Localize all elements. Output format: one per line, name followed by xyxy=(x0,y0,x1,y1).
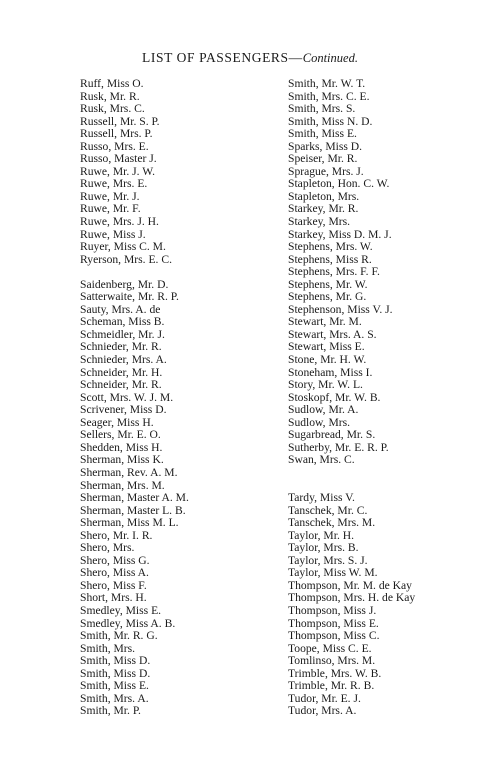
passenger-name: Smith, Miss D. xyxy=(80,666,151,680)
passenger-name: Thompson, Mr. M. de Kay xyxy=(288,578,412,592)
passenger-name: Stewart, Mrs. A. S. xyxy=(288,327,377,341)
page-header xyxy=(0,50,500,66)
list-gap xyxy=(288,467,488,480)
right-name-column xyxy=(288,78,488,718)
passenger-name: Sellers, Mr. E. O. xyxy=(80,428,161,442)
passenger-name: Tudor, Mrs. A. xyxy=(288,704,357,718)
passenger-name: Schnieder, Mrs. A. xyxy=(80,353,167,367)
passenger-name: Taylor, Mr. H. xyxy=(288,528,355,542)
passenger-name: Taylor, Mrs. S. J. xyxy=(288,553,368,567)
passenger-name: Starkey, Mrs. xyxy=(288,215,351,229)
passenger-name: Stephenson, Miss V. J. xyxy=(288,302,393,316)
passenger-name: Speiser, Mr. R. xyxy=(288,152,358,166)
passenger-name: Stewart, Miss E. xyxy=(288,340,365,354)
passenger-name: Taylor, Mrs. B. xyxy=(288,541,359,555)
passenger-name: Schmeidler, Mr. J. xyxy=(80,327,165,341)
passenger-name: Schneider, Mr. R. xyxy=(80,378,162,392)
passenger-name: Smith, Miss D. xyxy=(80,654,151,668)
left-name-column xyxy=(80,78,270,718)
passenger-name: Tudor, Mr. E. J. xyxy=(288,691,361,705)
passenger-name: Stephens, Mr. G. xyxy=(288,290,367,304)
list-gap xyxy=(80,266,270,279)
passenger-name: Smith, Mr. W. T. xyxy=(288,77,366,90)
passenger-name: Sherman, Rev. A. M. xyxy=(80,465,178,479)
passenger-name: Stapleton, Mrs. xyxy=(288,189,360,203)
passenger-name: Smedley, Miss A. B. xyxy=(80,616,176,630)
passenger-name: Stephens, Mrs. W. xyxy=(288,240,373,254)
passenger-name: Swan, Mrs. C. xyxy=(288,453,355,467)
passenger-name: Sutherby, Mr. E. R. P. xyxy=(288,440,389,454)
passenger-name: Russell, Mrs. P. xyxy=(80,127,153,141)
passenger-name: Seager, Miss H. xyxy=(80,415,154,429)
passenger-name: Ruwe, Mrs. J. H. xyxy=(80,215,159,229)
passenger-name: Shero, Mrs. xyxy=(80,541,135,555)
page-title: LIST OF PASSENGERS xyxy=(142,50,289,65)
passenger-name: Stewart, Mr. M. xyxy=(288,315,362,329)
passenger-name: Sherman, Master A. M. xyxy=(80,491,189,505)
passenger-name: Russell, Mr. S. P. xyxy=(80,114,160,128)
passenger-name: Sherman, Master L. B. xyxy=(80,503,186,517)
passenger-name: Shedden, Miss H. xyxy=(80,440,163,454)
passenger-name: Sprague, Mrs. J. xyxy=(288,164,364,178)
passenger-name: Sherman, Miss M. L. xyxy=(80,516,179,530)
passenger-name: Smith, Miss E. xyxy=(288,127,357,141)
passenger-name: Sudlow, Mr. A. xyxy=(288,403,359,417)
passenger-name: Smith, Mr. R. G. xyxy=(80,629,158,643)
passenger-name: Ruwe, Mr. J. W. xyxy=(80,164,156,178)
passenger-name: Scott, Mrs. W. J. M. xyxy=(80,390,174,404)
passenger-name: Smith, Miss E. xyxy=(80,679,149,693)
passenger-name: Shero, Miss F. xyxy=(80,578,147,592)
passenger-name: Sparks, Miss D. xyxy=(288,139,363,153)
passenger-name: Schnieder, Mr. R. xyxy=(80,340,162,354)
passenger-name: Scrivener, Miss D. xyxy=(80,403,167,417)
passenger-name: Satterwaite, Mr. R. P. xyxy=(80,290,179,304)
passenger-name: Sugarbread, Mr. S. xyxy=(288,428,376,442)
passenger-name: Tanschek, Mrs. M. xyxy=(288,516,376,530)
passenger-name: Trimble, Mrs. W. B. xyxy=(288,666,382,680)
passenger-name: Sherman, Miss K. xyxy=(80,453,164,467)
passenger-name: Thompson, Miss E. xyxy=(288,616,379,630)
passenger-name: Thompson, Miss J. xyxy=(288,603,377,617)
passenger-name: Scheman, Miss B. xyxy=(80,315,165,329)
passenger-name: Ruwe, Mr. F. xyxy=(80,202,141,216)
passenger-name: Stapleton, Hon. C. W. xyxy=(288,177,390,191)
passenger-name: Stoskopf, Mr. W. B. xyxy=(288,390,381,404)
passenger-name: Smith, Miss N. D. xyxy=(288,114,373,128)
passenger-name: Stone, Mr. H. W. xyxy=(288,353,367,367)
passenger-name: Smith, Mrs. A. xyxy=(80,691,149,705)
passenger-name: Sauty, Mrs. A. de xyxy=(80,302,161,316)
passenger-name: Russo, Mrs. E. xyxy=(80,139,149,153)
passenger-name: Sherman, Mrs. M. xyxy=(80,478,165,492)
passenger-name: Rusk, Mrs. C. xyxy=(80,102,145,116)
passenger-name: Thompson, Miss C. xyxy=(288,629,380,643)
passenger-name: Sudlow, Mrs. xyxy=(288,415,351,429)
passenger-name: Ryerson, Mrs. E. C. xyxy=(80,252,172,266)
passenger-name: Smith, Mrs. xyxy=(80,641,136,655)
continued-label: Continued. xyxy=(302,51,358,65)
passenger-name: Shero, Miss A. xyxy=(80,566,149,580)
passenger-name: Smith, Mr. P. xyxy=(80,704,141,718)
passenger-name: Taylor, Miss W. M. xyxy=(288,566,378,580)
passenger-name: Ruwe, Mr. J. xyxy=(80,189,140,203)
passenger-name: Shero, Mr. I. R. xyxy=(80,528,153,542)
passenger-name: Shero, Miss G. xyxy=(80,553,150,567)
passenger-name: Stephens, Miss R. xyxy=(288,252,372,266)
passenger-name: Starkey, Miss D. M. J. xyxy=(288,227,392,241)
passenger-name: Short, Mrs. H. xyxy=(80,591,147,605)
passenger-name: Ruff, Miss O. xyxy=(80,77,144,90)
passenger-name: Toope, Miss C. E. xyxy=(288,641,372,655)
passenger-name: Starkey, Mr. R. xyxy=(288,202,359,216)
title-dash: — xyxy=(288,50,303,65)
passenger-name: Ruwe, Miss J. xyxy=(80,227,146,241)
passenger-name: Ruyer, Miss C. M. xyxy=(80,240,166,254)
passenger-name: Saidenberg, Mr. D. xyxy=(80,277,169,291)
passenger-name: Ruwe, Mrs. E. xyxy=(80,177,148,191)
passenger-name: Smith, Mrs. C. E. xyxy=(288,89,370,103)
passenger-name: Tomlinso, Mrs. M. xyxy=(288,654,376,668)
passenger-name: Schneider, Mr. H. xyxy=(80,365,163,379)
passenger-name: Stephens, Mr. W. xyxy=(288,277,368,291)
passenger-name: Thompson, Mrs. H. de Kay xyxy=(288,591,416,605)
passenger-name: Russo, Master J. xyxy=(80,152,157,166)
passenger-name: Trimble, Mr. R. B. xyxy=(288,679,375,693)
passenger-name: Smedley, Miss E. xyxy=(80,603,162,617)
passenger-name: Stoneham, Miss I. xyxy=(288,365,373,379)
passenger-name: Stephens, Mrs. F. F. xyxy=(288,265,380,279)
passenger-name: Rusk, Mr. R. xyxy=(80,89,140,103)
passenger-name: Tardy, Miss V. xyxy=(288,491,355,505)
passenger-name: Smith, Mrs. S. xyxy=(288,102,356,116)
passenger-name: Story, Mr. W. L. xyxy=(288,378,363,392)
passenger-name: Tanschek, Mr. C. xyxy=(288,503,368,517)
